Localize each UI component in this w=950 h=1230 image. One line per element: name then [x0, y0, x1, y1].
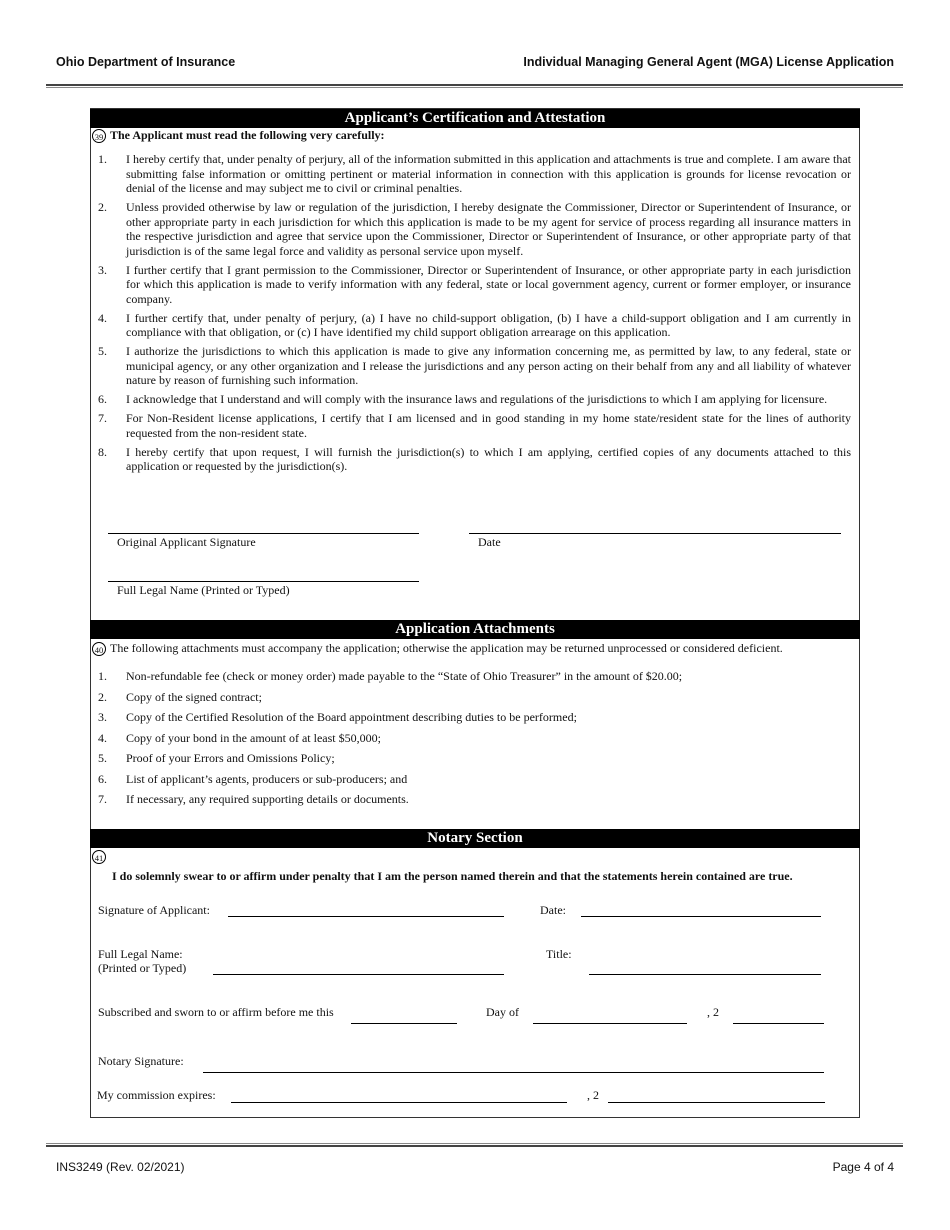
commission-label: My commission expires:	[97, 1088, 216, 1102]
notary-heading: Notary Section	[90, 829, 860, 848]
certification-lead-text: The Applicant must read the following very carefully:	[110, 128, 385, 142]
notary-signature-line[interactable]	[203, 1072, 824, 1073]
list-item-text: I acknowledge that I understand and will comply with the insurance laws and regulations of the jurisdictions to which I am applying for licensure.	[126, 392, 828, 406]
certification-item	[98, 445, 851, 474]
footer-page-number: Page 4 of 4	[832, 1160, 894, 1174]
list-item-text: I authorize the jurisdictions to which this application is made to give any information concerning me, as permitted by law, to any federal, state or municipal agency, or any other organization and I release the jurisdictions and any person acting on their behalf from any and all liability of whatever nature by reason of furnishing such information.	[126, 344, 851, 387]
subscribed-label: Subscribed and sworn to or affirm before me this	[98, 1005, 334, 1019]
header-rule-thin	[46, 87, 903, 88]
notary-date-label: Date:	[540, 903, 566, 917]
footer-rule-thin	[46, 1143, 903, 1144]
list-item-text: If necessary, any required supporting details or documents.	[126, 792, 409, 806]
list-item-number: 1.	[98, 152, 107, 166]
attachment-item	[98, 731, 851, 746]
list-item-number: 5.	[98, 344, 107, 358]
list-item-number: 3.	[98, 710, 107, 724]
header-rule	[46, 84, 903, 86]
attachment-item	[98, 792, 851, 807]
certification-item	[98, 311, 851, 340]
full-legal-name-label: Full Legal Name (Printed or Typed)	[117, 583, 290, 597]
attachments-lead-text: The following attachments must accompany the application; otherwise the application may be returned unprocessed or considered deficient.	[110, 641, 783, 655]
day-of-label: Day of	[486, 1005, 519, 1019]
list-item-number: 6.	[98, 392, 107, 406]
certification-item	[98, 200, 851, 258]
commission-year-line[interactable]	[608, 1102, 825, 1103]
certification-list	[98, 152, 851, 478]
date-label: Date	[478, 535, 501, 549]
attachments-heading: Application Attachments	[90, 620, 860, 639]
notary-title-label: Title:	[546, 947, 572, 961]
certification-item	[98, 152, 851, 196]
attachment-item	[98, 751, 851, 766]
notary-number-wrap	[92, 849, 106, 864]
certification-item	[98, 392, 851, 407]
commission-date-line[interactable]	[231, 1102, 567, 1103]
notary-applicant-signature-line[interactable]	[228, 916, 504, 917]
attachment-item	[98, 772, 851, 787]
list-item-number: 4.	[98, 730, 107, 745]
certification-lead	[92, 128, 385, 143]
list-item-number: 6.	[98, 771, 107, 786]
list-item-number: 8.	[98, 444, 107, 459]
list-item-text: Copy of your bond in the amount of at least $50,000;	[126, 730, 381, 745]
list-item-number: 7.	[98, 792, 107, 806]
notary-statement: I do solemnly swear to or affirm under penalty that I am the person named therein and that the statements herein contained are true.	[112, 869, 793, 883]
month-line[interactable]	[533, 1023, 687, 1024]
notary-name-sublabel: (Printed or Typed)	[98, 961, 187, 975]
list-item-number: 2.	[98, 200, 107, 214]
notary-name-label: Full Legal Name:	[98, 947, 183, 961]
list-item-text: I further certify that, under penalty of perjury, (a) I have no child-support obligation, (b) I have a child-support obligation and I am currently in compliance with that obligation, or (c) I have identified my child support obligation arrearage on this application.	[126, 310, 851, 339]
footer-rule	[46, 1145, 903, 1147]
year-prefix: , 2	[707, 1005, 719, 1019]
attachment-item	[98, 690, 851, 705]
attachment-item	[98, 669, 851, 684]
year-line[interactable]	[733, 1023, 824, 1024]
list-item-text: Non-refundable fee (check or money order) made payable to the “State of Ohio Treasurer” in the amount of $20.00;	[126, 669, 683, 683]
header-form-title: Individual Managing General Agent (MGA) License Application	[523, 55, 894, 69]
section-number-40: 40	[92, 642, 106, 656]
list-item-text: Proof of your Errors and Omissions Policy;	[126, 751, 335, 765]
section-number-41: 41	[92, 850, 106, 864]
certification-item	[98, 411, 851, 440]
notary-signature-label: Notary Signature:	[98, 1054, 184, 1068]
subscribed-day-line[interactable]	[351, 1023, 457, 1024]
list-item-text: I further certify that I grant permission to the Commissioner, Director or Superintendent of Insurance, or other appropriate party in each jurisdiction for which this application is made to verify information with any federal, state or local government agency, current or former employer, or insurance company.	[126, 262, 851, 306]
list-item-number: 3.	[98, 262, 107, 277]
list-item-text: Copy of the Certified Resolution of the Board appointment describing duties to be performed;	[126, 710, 577, 724]
applicant-signature-line[interactable]	[108, 533, 419, 534]
certification-item	[98, 263, 851, 307]
list-item-text: For Non-Resident license applications, I certify that I am licensed and in good standing in my home state/resident state for the lines of authority requested from the non-resident state.	[126, 411, 851, 440]
list-item-text: Copy of the signed contract;	[126, 689, 262, 704]
certification-item	[98, 344, 851, 388]
list-item-number: 4.	[98, 310, 107, 325]
notary-name-line[interactable]	[213, 974, 504, 975]
certification-heading: Applicant’s Certification and Attestation	[90, 109, 860, 128]
list-item-number: 1.	[98, 669, 107, 683]
list-item-number: 5.	[98, 751, 107, 765]
commission-year-prefix: , 2	[587, 1088, 599, 1102]
header-agency: Ohio Department of Insurance	[56, 55, 236, 69]
notary-applicant-signature-label: Signature of Applicant:	[98, 903, 210, 917]
list-item-number: 2.	[98, 689, 107, 704]
footer-form-number: INS3249 (Rev. 02/2021)	[56, 1160, 185, 1174]
applicant-signature-label: Original Applicant Signature	[117, 535, 256, 549]
list-item-text: I hereby certify that, under penalty of perjury, all of the information submitted in this application and attachments is true and complete. I am aware that submitting false information or omitting pertinent or material information in connection with this application is grounds for license revocation or denial of the license and may subject me to civil or criminal penalties.	[126, 152, 851, 195]
attachment-item	[98, 710, 851, 725]
notary-date-line[interactable]	[581, 916, 821, 917]
list-item-number: 7.	[98, 411, 107, 425]
full-legal-name-line[interactable]	[108, 581, 419, 582]
date-line[interactable]	[469, 533, 841, 534]
list-item-text: I hereby certify that upon request, I will furnish the jurisdiction(s) to which I am applying, certified copies of any documents attached to this application or requested by the jurisdiction(s).	[126, 444, 851, 473]
section-number-39: 39	[92, 129, 106, 143]
attachments-list	[98, 669, 851, 813]
list-item-text: Unless provided otherwise by law or regulation of the jurisdiction, I hereby designate the Commissioner, Director or Superintendent of Insurance, or other appropriate party in each jurisdiction for which this application is made to be my agent for service of process regarding all insurance matters in the respective jurisdiction and agree that service upon the Commissioner, Director or Superintendent of Insurance, or other appropriate party of that jurisdiction is of the same legal force and validity as personal service upon myself.	[126, 200, 851, 258]
attachments-lead	[92, 641, 783, 656]
notary-title-line[interactable]	[589, 974, 821, 975]
list-item-text: List of applicant’s agents, producers or sub-producers; and	[126, 771, 408, 786]
